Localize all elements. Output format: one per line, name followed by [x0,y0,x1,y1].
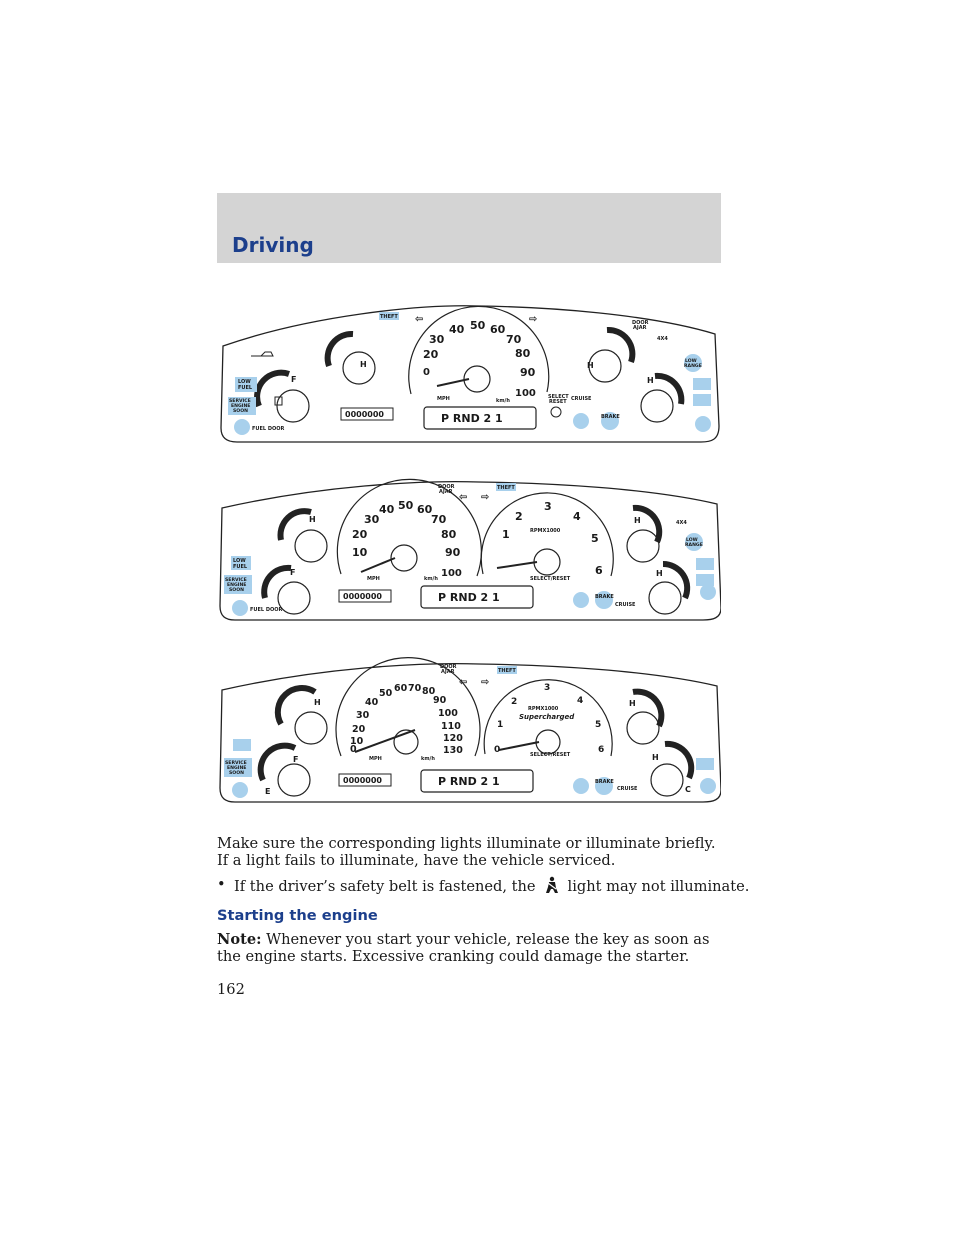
svg-text:H: H [647,376,654,385]
svg-text:DOOR: DOOR [440,664,457,670]
svg-text:F: F [293,755,299,764]
svg-text:AJAR: AJAR [441,669,455,675]
svg-text:ENGINE: ENGINE [227,766,247,771]
svg-text:40: 40 [449,323,465,336]
svg-text:60: 60 [417,503,433,516]
svg-text:6: 6 [598,745,605,755]
svg-text:30: 30 [364,513,380,526]
svg-text:SOON: SOON [229,588,244,593]
svg-text:0000000: 0000000 [343,776,382,785]
supercharged-logo: Supercharged [519,713,575,721]
svg-text:⇨: ⇨ [481,492,490,503]
svg-text:40: 40 [365,697,379,708]
temp-h-label: H [360,360,367,369]
svg-text:20: 20 [423,348,439,361]
svg-text:120: 120 [443,733,463,744]
svg-text:H: H [629,699,636,708]
svg-text:FUEL: FUEL [238,385,253,391]
svg-text:4: 4 [573,510,581,523]
svg-text:SELECT/RESET: SELECT/RESET [530,576,571,582]
page-number: 162 [217,981,245,998]
svg-text:50: 50 [470,319,486,332]
svg-text:H: H [634,516,641,525]
svg-text:80: 80 [422,686,436,697]
svg-text:⇨: ⇨ [481,677,490,688]
svg-text:110: 110 [441,721,461,732]
svg-text:20: 20 [352,724,366,735]
brake-label-1: BRAKE [601,414,620,420]
kmh-label-1: km/h [496,398,510,404]
svg-text:THEFT: THEFT [498,668,516,674]
svg-text:ENGINE: ENGINE [231,404,251,409]
svg-text:RPMX1000: RPMX1000 [528,706,559,712]
svg-text:30: 30 [356,710,370,721]
instrument-cluster-2 [219,472,721,626]
svg-text:RANGE: RANGE [684,364,702,369]
svg-text:SERVICE: SERVICE [225,761,247,766]
svg-text:BRAKE: BRAKE [595,779,614,785]
airbag-icon [695,416,711,432]
instrument-cluster-3 [219,656,721,808]
right-turn-arrow-icon: ⇨ [529,314,538,325]
low-range-label-1: LOW [685,359,697,364]
fuel-f-label: F [291,375,297,384]
low-fuel-label-1: LOW [238,379,251,385]
svg-text:90: 90 [520,366,536,379]
svg-text:RESET: RESET [549,399,567,405]
intro-paragraph: Make sure the corresponding lights illuminate or illuminate briefly. If a light fails to illuminate, have the vehicle serviced. [217,835,716,869]
svg-text:2: 2 [511,697,518,707]
note-text: Whenever you start your vehicle, release the key as soon as the engine starts. Excessive cranking could damage the starter. [217,931,710,965]
theft-label-1: THEFT [380,314,398,320]
svg-text:MPH: MPH [367,576,380,582]
mph-label-1: MPH [437,396,450,402]
svg-text:2: 2 [515,510,523,523]
svg-text:1: 1 [497,720,504,730]
svg-text:AJAR: AJAR [439,489,453,495]
gear-indicator-3: P RND 2 1 [438,775,500,788]
select-label-1: SELECT [548,394,569,400]
door-ajar-label-1: DOOR [632,320,649,326]
svg-text:CRUISE: CRUISE [617,786,638,792]
svg-text:70: 70 [431,513,447,526]
subheading-starting-engine: Starting the engine [217,907,378,924]
svg-text:70: 70 [408,683,422,694]
svg-text:90: 90 [433,695,447,706]
svg-text:100: 100 [441,568,462,579]
low-fuel-label-2: LOW [233,558,246,564]
fuel-door-label-1: FUEL DOOR [252,426,285,432]
svg-text:0000000: 0000000 [343,592,382,601]
svg-text:BRAKE: BRAKE [595,594,614,600]
svg-text:ENGINE: ENGINE [227,583,247,588]
svg-text:SELECT/RESET: SELECT/RESET [530,752,571,758]
battery-icon [693,378,711,390]
svg-text:100: 100 [515,388,536,399]
svg-text:RANGE: RANGE [685,543,703,548]
svg-text:SOON: SOON [229,771,244,776]
svg-text:LOW: LOW [686,538,698,543]
svg-text:6: 6 [595,564,603,577]
svg-text:30: 30 [429,333,445,346]
gear-indicator-1: P RND 2 1 [441,412,503,425]
svg-text:5: 5 [591,532,599,545]
abs-icon [573,413,589,429]
svg-text:60: 60 [394,683,408,694]
service-engine-soon-label-1: SERVICE [229,399,251,404]
bullet-dot: • [217,876,226,893]
seatbelt-icon [542,876,562,894]
svg-text:⇦: ⇦ [459,492,468,503]
cruise-label-1: CRUISE [571,396,592,402]
svg-text:1: 1 [502,528,510,541]
svg-text:AJAR: AJAR [633,325,647,331]
svg-text:CRUISE: CRUISE [615,602,636,608]
4x4-label-1: 4X4 [657,336,668,342]
svg-text:100: 100 [438,708,458,719]
svg-text:80: 80 [515,347,531,360]
section-header-band [217,193,721,263]
svg-text:4: 4 [577,696,584,706]
svg-text:0: 0 [494,745,501,755]
bullet-text-after: light may not illuminate. [567,878,750,895]
svg-text:80: 80 [441,528,457,541]
svg-text:40: 40 [379,503,395,516]
svg-text:10: 10 [350,736,364,747]
svg-text:SOON: SOON [233,409,248,414]
gear-indicator-2: P RND 2 1 [438,591,500,604]
bullet-text-before: If the driver’s safety belt is fastened, the [234,878,536,895]
seatbelt-warning-icon [234,419,250,435]
svg-text:C: C [685,785,691,794]
svg-text:km/h: km/h [424,576,438,582]
svg-text:F: F [290,568,296,577]
svg-text:FUEL: FUEL [233,564,248,570]
svg-text:4X4: 4X4 [676,520,687,526]
instrument-cluster-1 [219,296,721,446]
svg-text:H: H [652,753,659,762]
svg-text:MPH: MPH [369,756,382,762]
svg-text:E: E [265,787,271,796]
svg-text:3: 3 [544,500,552,513]
svg-text:H: H [587,361,594,370]
4x4-indicator-icon [693,394,711,406]
svg-text:60: 60 [490,323,506,336]
svg-text:SERVICE: SERVICE [225,578,247,583]
fuel-door-label-2: FUEL DOOR [250,607,283,613]
odometer-1: 0000000 [345,410,384,419]
theft-label-2: THEFT [497,485,515,491]
section-title: Driving [232,233,314,257]
svg-text:DOOR: DOOR [438,484,455,490]
note-label: Note: [217,931,262,948]
rpm-label-2: RPMX1000 [530,528,561,534]
svg-text:3: 3 [544,683,551,693]
svg-text:⇦: ⇦ [459,677,468,688]
svg-text:5: 5 [595,720,602,730]
svg-text:90: 90 [445,546,461,559]
reset-button[interactable] [551,407,561,417]
note-paragraph [217,931,721,965]
svg-text:km/h: km/h [421,756,435,762]
svg-text:H: H [314,698,321,707]
svg-text:130: 130 [443,745,463,756]
svg-text:50: 50 [379,688,393,699]
svg-text:H: H [309,515,316,524]
svg-text:H: H [656,569,663,578]
svg-text:20: 20 [352,528,368,541]
oil-pressure-icon [251,352,273,356]
svg-text:0: 0 [423,367,430,378]
svg-text:50: 50 [398,499,414,512]
svg-text:10: 10 [352,546,368,559]
svg-text:70: 70 [506,333,522,346]
left-turn-arrow-icon: ⇦ [415,314,424,325]
svg-text:0: 0 [350,744,357,755]
